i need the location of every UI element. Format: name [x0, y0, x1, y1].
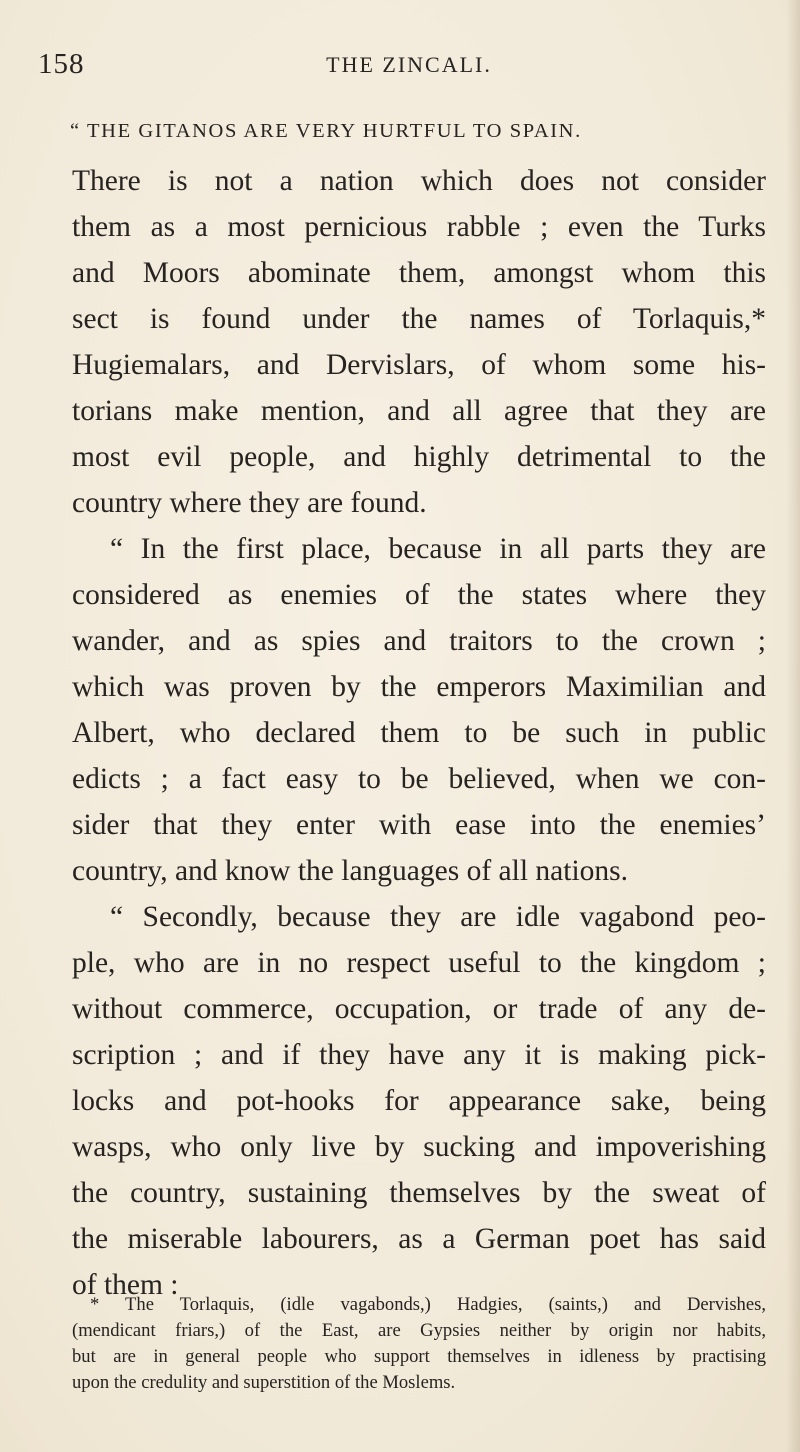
section-heading: “ THE GITANOS ARE VERY HURTFUL TO SPAIN.	[70, 120, 582, 142]
body-line: country where they are found.	[72, 487, 427, 519]
body-line: which was proven by the emperors Maximilian and	[72, 671, 766, 703]
body-line: There is not a nation which does not consider	[72, 165, 766, 197]
body-line: torians make mention, and all agree that they are	[72, 395, 766, 427]
body-line: sect is found under the names of Torlaquis,*	[72, 303, 766, 335]
body-line: “ In the first place, because in all parts they are	[110, 533, 766, 565]
body-line: country, and know the languages of all nations.	[72, 855, 628, 887]
body-line: the miserable labourers, as a German poet has said	[72, 1223, 766, 1255]
footnote-line: but are in general people who support themselves in idleness by practising	[72, 1346, 766, 1367]
body-line: them as a most pernicious rabble ; even the Turks	[72, 211, 766, 243]
running-head	[38, 48, 752, 88]
body-line: scription ; and if they have any it is making pick-	[72, 1039, 766, 1071]
footnote	[72, 1292, 766, 1396]
body-line: “ Secondly, because they are idle vagabond peo-	[110, 901, 766, 933]
body-line: edicts ; a fact easy to be believed, when we con-	[72, 763, 766, 795]
body-line: Albert, who declared them to be such in public	[72, 717, 766, 749]
footnote-line: (mendicant friars,) of the East, are Gypsies neither by origin nor habits,	[72, 1320, 766, 1341]
body-line: the country, sustaining themselves by the sweat of	[72, 1177, 766, 1209]
body-line: Hugiemalars, and Dervislars, of whom some his-	[72, 349, 766, 381]
footnote-line: * The Torlaquis, (idle vagabonds,) Hadgies, (saints,) and Dervishes,	[90, 1294, 766, 1315]
body-line: considered as enemies of the states where they	[72, 579, 766, 611]
running-title: THE ZINCALI.	[326, 52, 492, 77]
body-line: wasps, who only live by sucking and impoverishing	[72, 1131, 766, 1163]
body-line: locks and pot-hooks for appearance sake, being	[72, 1085, 766, 1117]
page-edge-shadow	[786, 0, 800, 1452]
body-line: most evil people, and highly detrimental to the	[72, 441, 766, 473]
footnote-line: upon the credulity and superstition of the Moslems.	[72, 1372, 456, 1393]
body-line: ple, who are in no respect useful to the kingdom ;	[72, 947, 766, 979]
body-line: wander, and as spies and traitors to the crown ;	[72, 625, 766, 657]
page-number: 158	[38, 48, 85, 80]
body-text	[72, 158, 766, 1308]
body-line: without commerce, occupation, or trade of any de-	[72, 993, 766, 1025]
body-line: sider that they enter with ease into the enemies’	[72, 809, 766, 841]
body-line: of them :	[72, 1269, 179, 1301]
body-line: and Moors abominate them, amongst whom this	[72, 257, 766, 289]
